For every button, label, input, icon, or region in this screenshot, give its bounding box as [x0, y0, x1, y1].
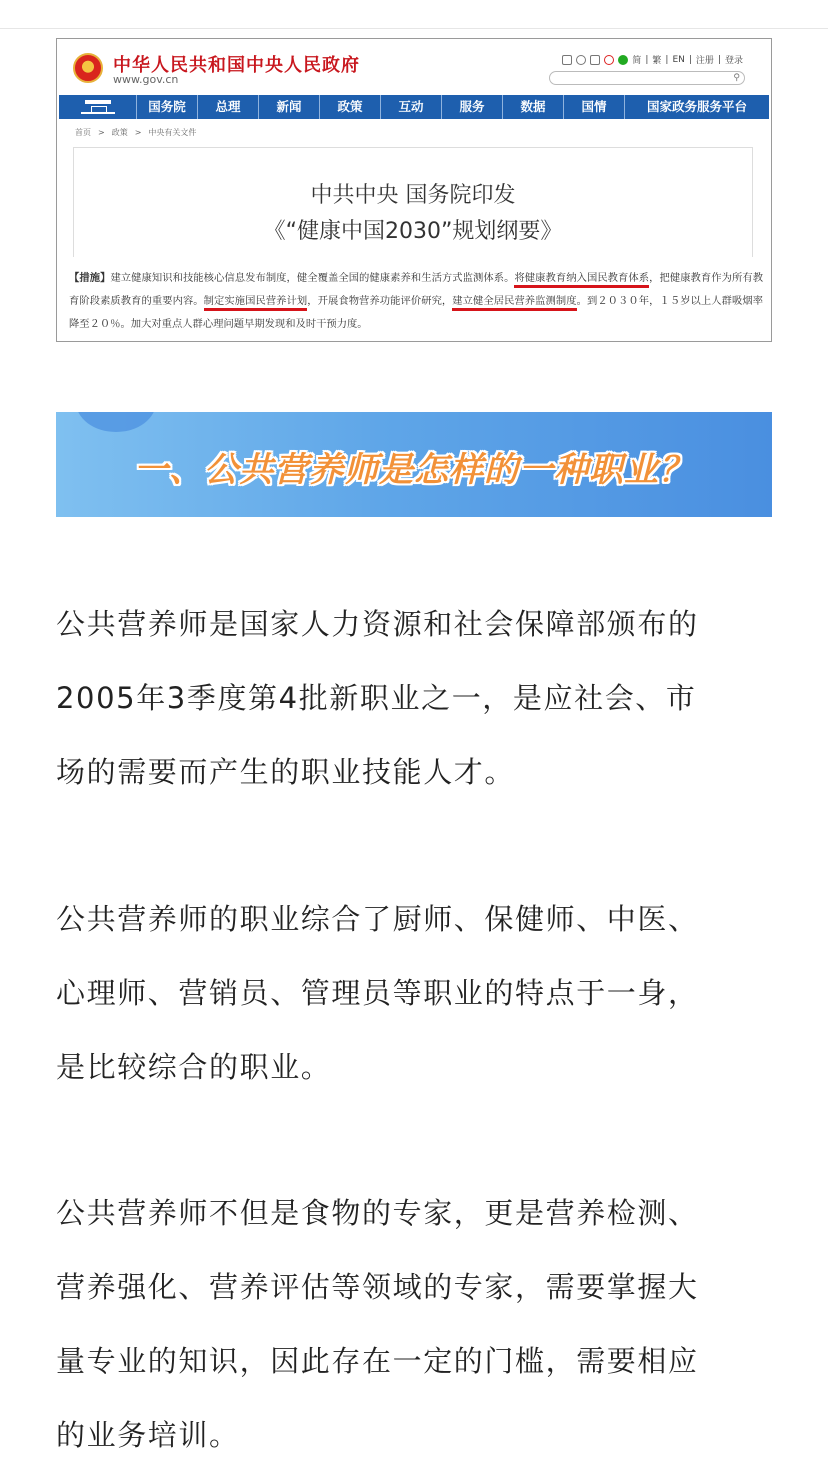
gov-header [57, 39, 771, 94]
nav-item-state-council: 国务院 [137, 95, 198, 119]
nav-home-tiananmen-icon [59, 95, 137, 119]
chat-icon [576, 55, 586, 65]
paragraph-line: 2005年3季度第4批新职业之一，是应社会、市 [56, 681, 697, 715]
paragraph-line: 是比较综合的职业。 [56, 1050, 332, 1084]
measures-text: 建立健康知识和技能核心信息发布制度，健全覆盖全国的健康素养和生活方式监测体系。 [110, 272, 515, 284]
mail-icon [562, 55, 572, 65]
paragraph-line: 心理师、营销员、管理员等职业的特点于一身， [56, 976, 699, 1010]
toolbar-link-login: 登录 [724, 56, 743, 66]
wechat-icon [618, 55, 628, 65]
underlined-phrase: 建立健全居民营养监测制度 [452, 295, 576, 311]
breadcrumb-sep: > [98, 128, 105, 137]
gov-site-url: www.gov.cn [113, 73, 179, 86]
toolbar-link-traditional: 繁 [652, 56, 662, 66]
paragraph-line: 的业务培训。 [56, 1418, 240, 1452]
nav-item-interact: 互动 [381, 95, 442, 119]
gov-nav-bar [59, 95, 769, 119]
underlined-phrase: 制定实施国民营养计划 [204, 295, 308, 311]
doc-title-line2: 《“健康中国2030”规划纲要》 [263, 219, 563, 244]
nav-item-premier: 总理 [198, 95, 259, 119]
measures-text: 。到２０３０年，１５岁以上人群吸烟率降至２０％。加大对重点人群心理问题早期发现和及时干预力度。 [69, 295, 764, 330]
section-heading: 一、公共营养师是怎样的一种职业？ [134, 450, 694, 490]
toolbar-sep: | [665, 54, 669, 65]
underlined-phrase: 将健康教育纳入国民教育体系 [514, 272, 649, 288]
gov-breadcrumb [75, 127, 203, 138]
toolbar-sep: | [645, 54, 649, 65]
paragraph-line: 量专业的知识，因此存在一定的门槛，需要相应 [56, 1344, 699, 1378]
paragraph-line: 场的需要而产生的职业技能人才。 [56, 755, 516, 789]
article-paragraph-3 [56, 1176, 772, 1458]
breadcrumb-policy: 政策 [111, 128, 128, 137]
breadcrumb-home: 首页 [75, 128, 91, 137]
section-banner [56, 412, 772, 517]
breadcrumb-central-docs: 中央有关文件 [148, 128, 197, 137]
search-icon: ⚲ [733, 73, 740, 83]
mobile-icon [590, 55, 600, 65]
toolbar-link-english: EN [672, 54, 685, 65]
article-paragraph-2 [56, 882, 772, 1104]
gov-toolbar [562, 53, 743, 66]
toolbar-sep: | [688, 54, 692, 65]
nav-item-national-info: 国情 [564, 95, 625, 119]
measures-label: 【措施】 [69, 272, 111, 284]
measures-text: ，开展食物营养功能评价研究， [307, 295, 453, 307]
paragraph-line: 公共营养师不但是食物的专家，更是营养检测、 [56, 1196, 699, 1230]
paragraph-line: 公共营养师是国家人力资源和社会保障部颁布的 [56, 607, 699, 641]
article-paragraph-1 [56, 587, 772, 809]
breadcrumb-sep: > [134, 128, 142, 137]
paragraph-line: 营养强化、营养评估等领域的专家，需要掌握大 [56, 1270, 699, 1304]
weibo-icon [604, 55, 614, 65]
doc-title-line1: 中共中央 国务院印发 [310, 183, 516, 208]
toolbar-link-register: 注册 [695, 56, 714, 66]
nav-item-service-platform: 国家政务服务平台 [646, 99, 747, 114]
nav-item-policy: 政策 [320, 95, 381, 119]
toolbar-sep: | [717, 54, 721, 65]
toolbar-link-simplified: 简 [632, 56, 642, 66]
gov-search-box [549, 71, 745, 85]
gov-site-title: 中华人民共和国中央人民政府 [113, 55, 360, 76]
national-emblem-icon [73, 53, 103, 83]
nav-item-news: 新闻 [259, 95, 320, 119]
gov-screenshot-image [56, 38, 772, 342]
paragraph-line: 公共营养师的职业综合了厨师、保健师、中医、 [56, 902, 699, 936]
top-divider [0, 28, 828, 29]
banner-decoration [76, 412, 156, 432]
gov-doc-title-card [73, 147, 753, 257]
nav-item-service: 服务 [442, 95, 503, 119]
nav-item-data: 数据 [503, 95, 564, 119]
measures-text: ，把健康教育作为所有教育阶段素质教育的重要内容。 [69, 272, 764, 307]
gov-measures-paragraph [69, 267, 763, 336]
